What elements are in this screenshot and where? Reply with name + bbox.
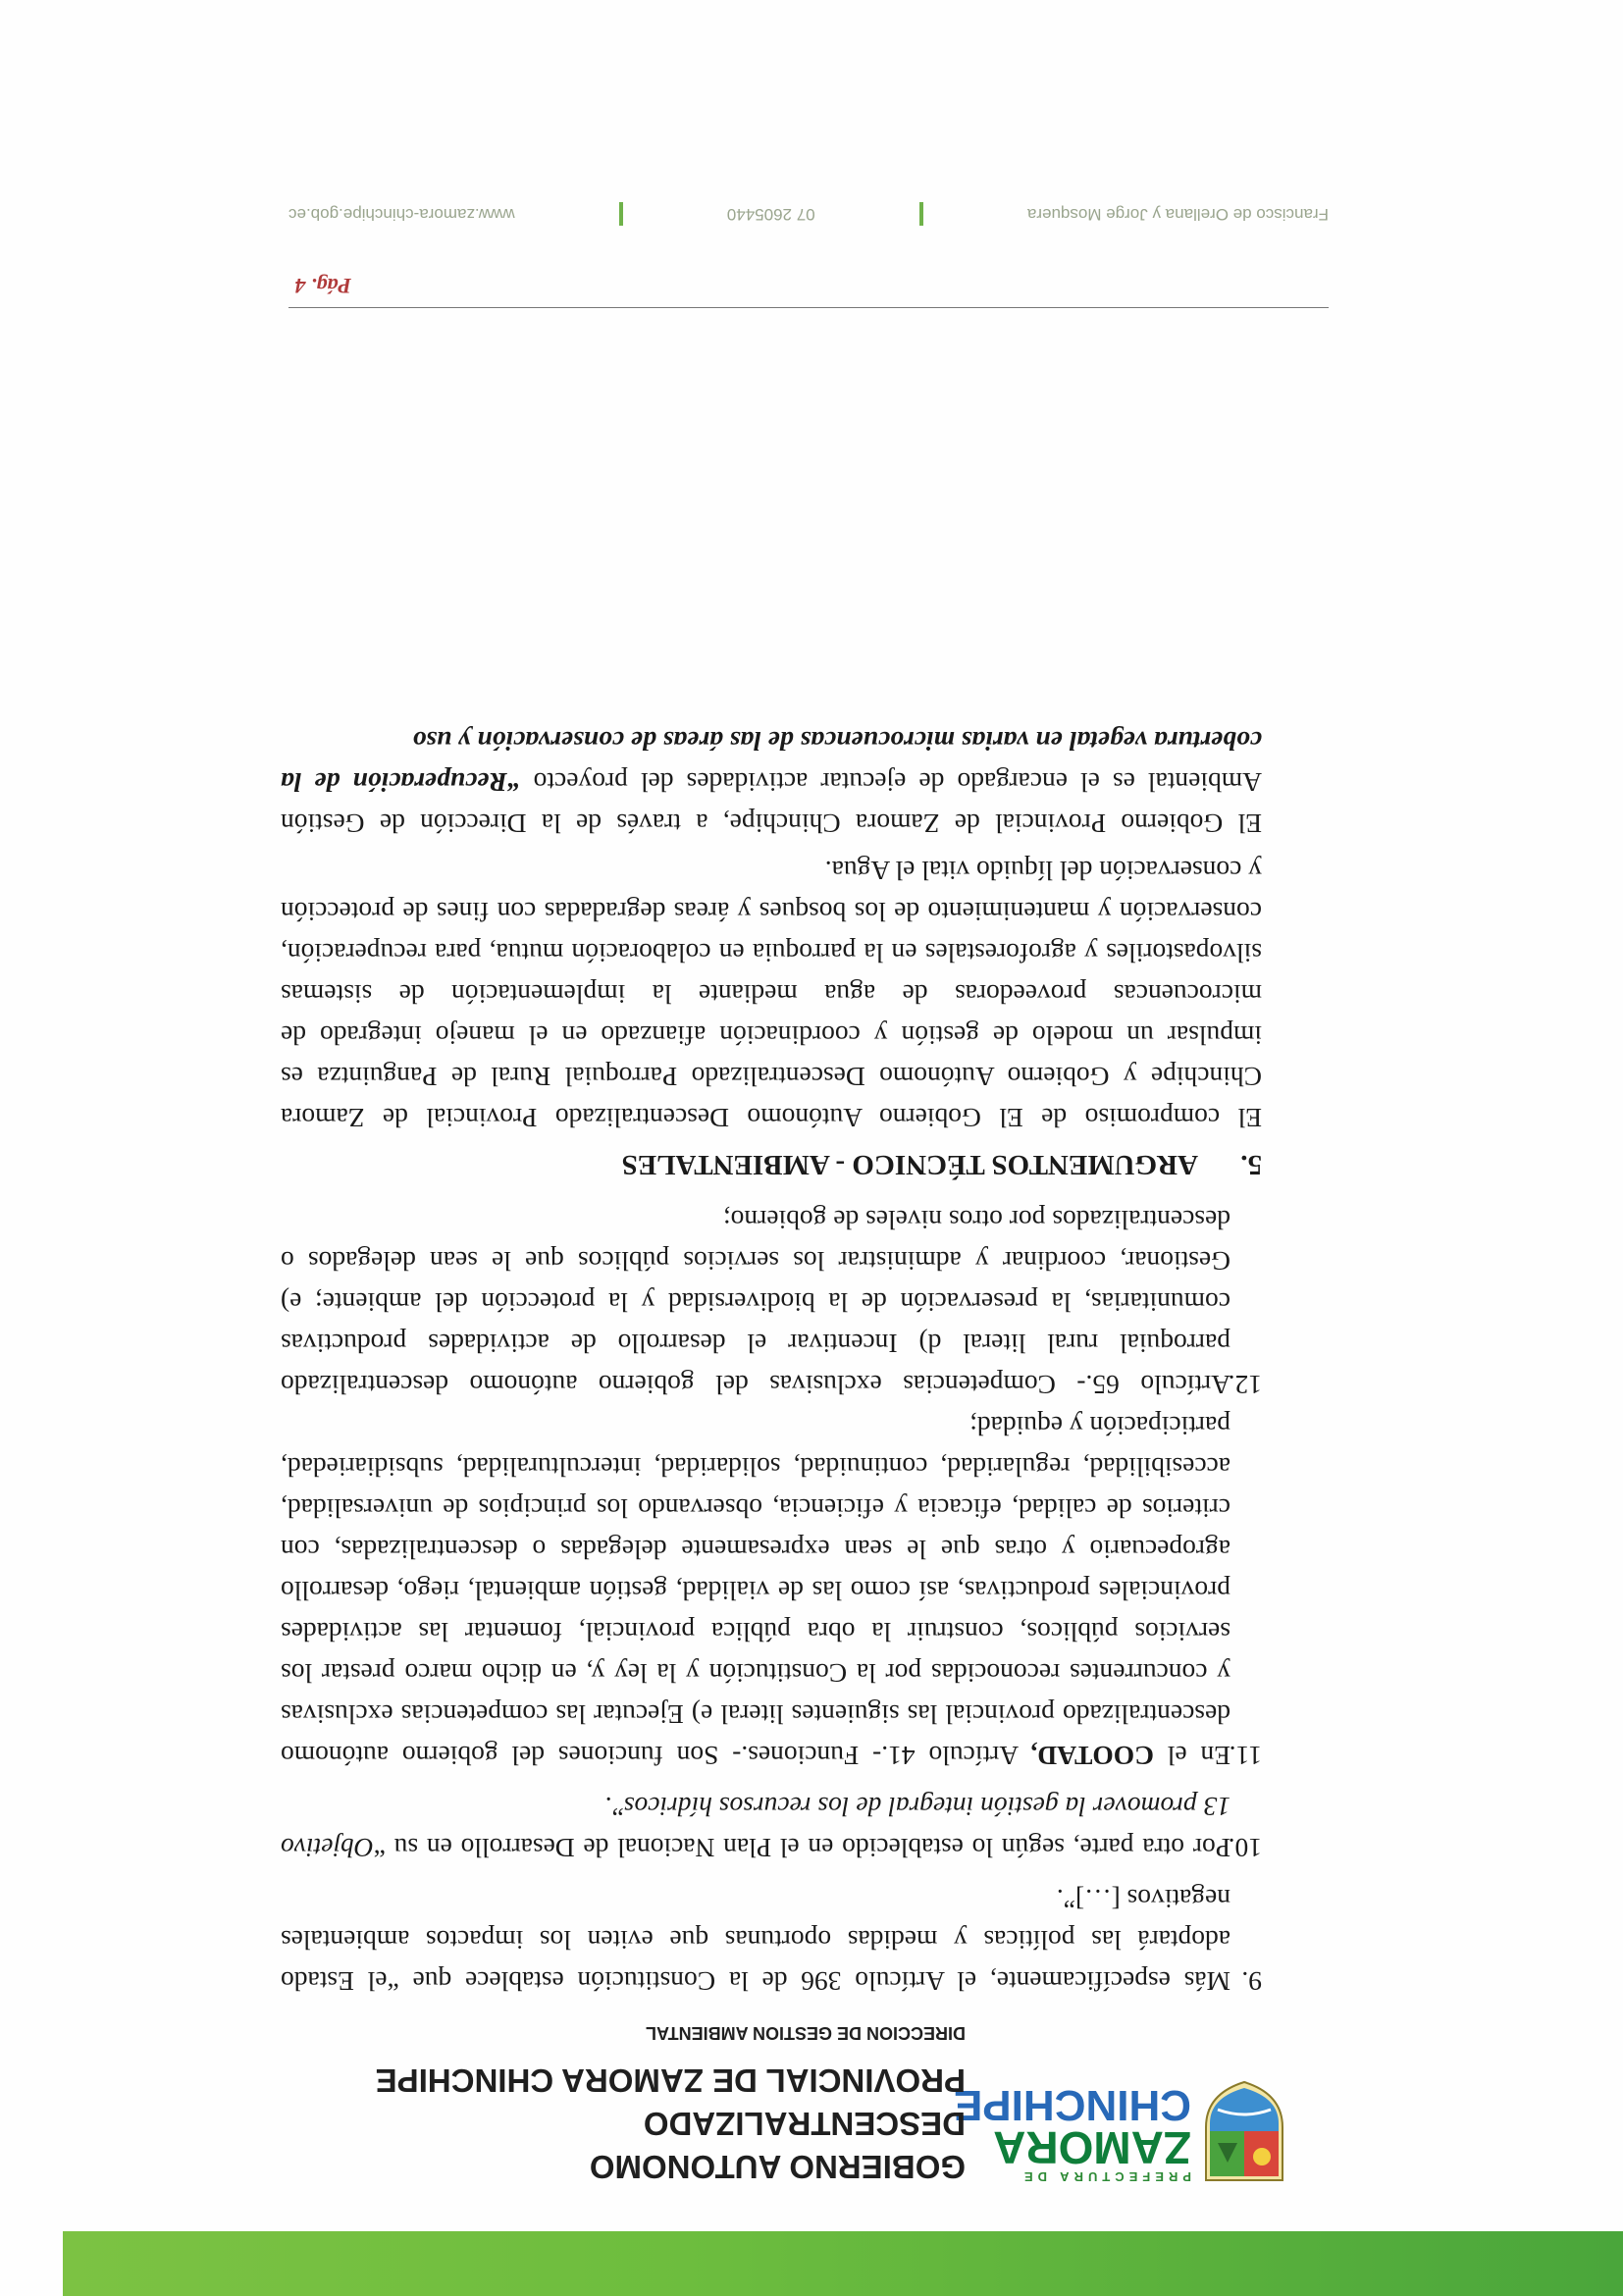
section-heading xyxy=(281,1144,1262,1185)
org-name-line-2: PROVINCIAL DE ZAMORA CHINCHIPE xyxy=(375,2062,966,2099)
provincial-crest-icon xyxy=(1196,2078,1292,2188)
footer-website: www.zamora-chinchipe.gob.ec xyxy=(288,205,515,224)
paragraph: El compromiso de El Gobierno Autónomo Descentralizado Provincial de Zamora Chinchipe y Gobierno Autónomo Descentralizado Parroquial Rural de Panguintza es impulsar un modelo de gestión y coordinación afianzado en el manejo integrado de microcuencas proveedoras de agua mediante la implementación de sistemas silvopastoriles y agroforestales en la parroquia en colaboración mutua, para recuperación, conservación y mantenimiento de los bosques y áreas degradadas con fines de protección y conservación del líquido vital el Agua. xyxy=(281,856,1262,1133)
logo-line-zamora: ZAMORA xyxy=(993,2122,1191,2173)
org-name-line-1: GOBIERNO AUTONOMO DESCENTRALIZADO xyxy=(589,2106,966,2185)
item-text-part: ”. xyxy=(604,1792,624,1822)
list-item-11 xyxy=(281,1405,1262,1776)
header-green-bar xyxy=(63,2231,1623,2296)
organization-header xyxy=(279,2022,966,2188)
item-text-bold: COOTAD, xyxy=(1030,1741,1154,1771)
department-name: DIRECCION DE GESTION AMBIENTAL xyxy=(645,2023,966,2043)
list-item-9 xyxy=(281,1878,1262,2002)
footer-rule xyxy=(288,307,1329,308)
item-number: 9. xyxy=(1241,1966,1262,1997)
paragraph-text: El Gobierno Provincial de Zamora Chinchipe, a través de la Dirección de Gestión Ambiental es el encargado de ejecutar actividades del proyecto xyxy=(281,767,1262,839)
footer-contact xyxy=(288,204,1329,224)
document-body xyxy=(281,714,1262,2002)
item-text-part: Artículo 41.- Funciones.- Son funciones del gobierno autónomo descentralizado provincial las siguientes literal e) Ejecutar las competencias exclusivas y concurrentes reconocidas por la Constitución y la ley y, en dicho marco prestar los servicios públicos, construir la obra pública provincial, fomentar las actividades provinciales productivas, así como las de vialidad, gestión ambiental, riego, desarrollo agropecuario y otras que le sean expresamente delegadas o descentralizadas, con criterios de calidad, eficacia y eficiencia, observando los principios de universalidad, accesibilidad, regularidad, continuidad, solidaridad, interculturalidad, subsidiariedad, participación y equidad; xyxy=(281,1411,1230,1771)
item-text-part: Por otra parte, según lo establecido en el Plan Nacional de Desarrollo en su “ xyxy=(373,1833,1230,1863)
list-item-12 xyxy=(281,1199,1262,1405)
list-item-10 xyxy=(281,1786,1262,1868)
item-text: Más específicamente, el Artículo 396 de la Constitución establece que “el Estado adoptará las políticas y medidas oportunas que eviten los impactos ambientales negativos […]”. xyxy=(281,1884,1230,1997)
section-number: 5. xyxy=(1240,1149,1262,1180)
logo-line-chinchipe: CHINCHIPE xyxy=(953,2081,1191,2129)
footer-separator xyxy=(619,202,623,226)
item-number: 10. xyxy=(1228,1833,1262,1863)
page-number: Pág. 4 xyxy=(294,274,351,298)
item-text: Artículo 65.- Competencias exclusivas del gobierno autónomo descentralizado parroquial rural literal d) Incentivar el desarrollo de actividades productivas comunitarias, la preservación de la biodiversidad y la protección del ambiente; e) Gestionar, coordinar y administrar los servicios públicos que le sean delegados o descentralizados por otros niveles de gobierno; xyxy=(281,1205,1230,1400)
prefectura-logo xyxy=(953,2081,1191,2184)
logo-small-text: PREFECTURA DE xyxy=(1019,2169,1191,2184)
item-text-part: En el xyxy=(1153,1741,1230,1771)
item-text-italic: Objetivo 13 promover la gestión integral de los recursos hídricos xyxy=(281,1792,1230,1863)
footer-address: Francisco de Orellana y Jorge Mosquera xyxy=(1026,205,1329,224)
item-number: 12. xyxy=(1228,1370,1262,1400)
footer-separator xyxy=(919,202,923,226)
paragraph xyxy=(281,720,1262,844)
item-text xyxy=(281,1786,1230,1868)
item-text xyxy=(281,1405,1230,1776)
project-name: “Recuperación de la cobertura vegetal en varias microcuencas de las áreas de conservación y uso xyxy=(281,726,1262,798)
footer-phone: 07 2605440 xyxy=(726,205,815,224)
section-title: ARGUMENTOS TÉCNICO - AMBIENTALES xyxy=(621,1149,1198,1180)
item-number: 11. xyxy=(1229,1741,1262,1771)
